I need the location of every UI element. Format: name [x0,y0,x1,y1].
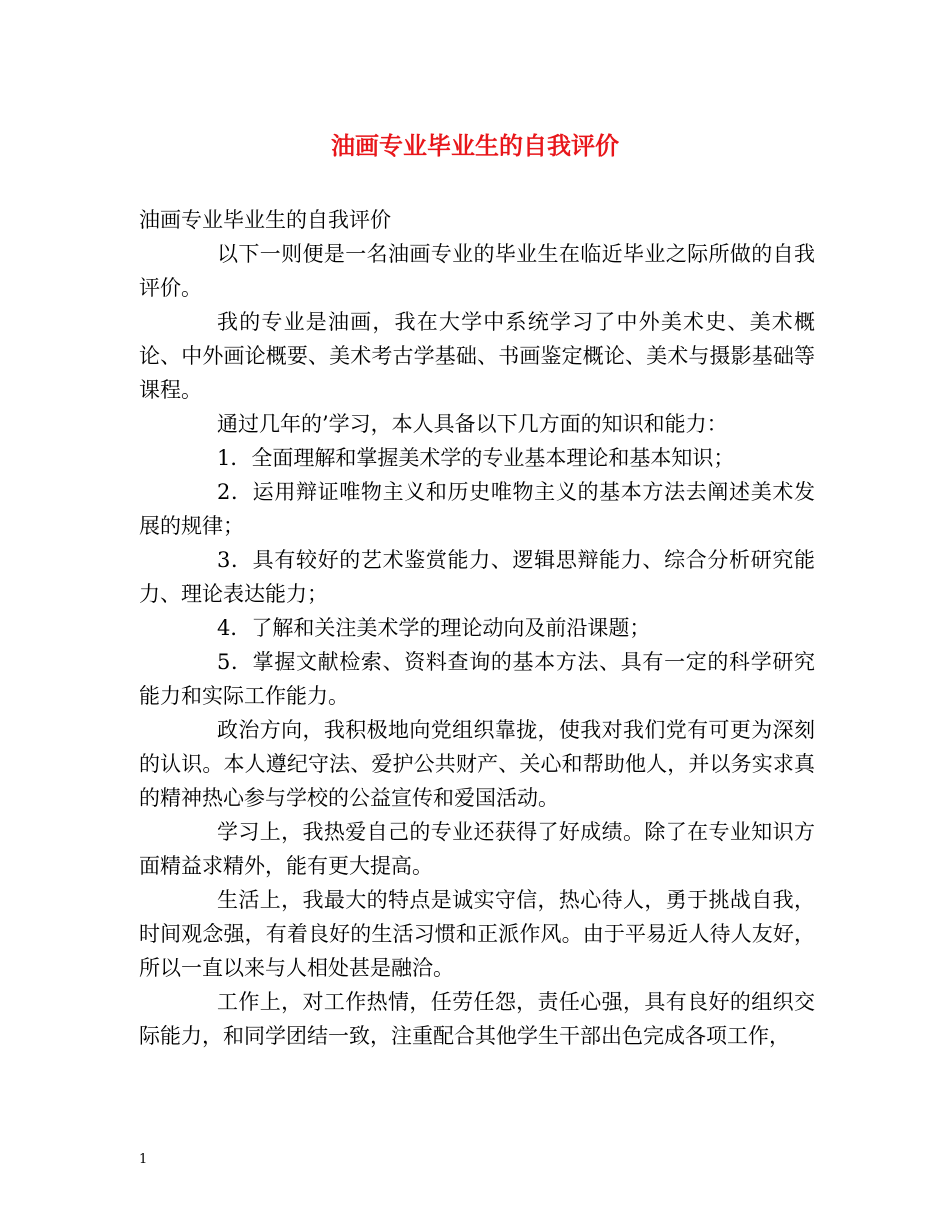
list-item-2: 2．运用辩证唯物主义和历史唯物主义的基本方法去阐述美术发展的规律； [139,480,815,538]
paragraph-politics: 政治方向，我积极地向党组织靠拢，使我对我们党有可更为深刻的认识。本人遵纪守法、爱护公共财产、关心和帮助他人，并以务实求真的精神热心参与学校的公益宣传和爱国活动。 [139,718,815,810]
list-item-5: 5．掌握文献检索、资料查询的基本方法、具有一定的科学研究能力和实际工作能力。 [139,650,815,708]
body-heading: 油画专业毕业生的自我评价 [139,208,391,232]
list-item-1: 1．全面理解和掌握美术学的专业基本理论和基本知识； [217,446,735,470]
document-title: 油画专业毕业生的自我评价 [331,131,619,160]
page-number: 1 [139,1152,148,1167]
paragraph-major: 我的专业是油画，我在大学中系统学习了中外美术史、美术概论、中外画论概要、美术考古学基础、书画鉴定概论、美术与摄影基础等课程。 [139,310,815,402]
paragraph-work: 工作上，对工作热情，任劳任怨，责任心强，具有良好的组织交际能力，和同学团结一致，注重配合其他学生干部出色完成各项工作， [139,990,815,1048]
paragraph-life: 生活上，我最大的特点是诚实守信，热心待人，勇于挑战自我，时间观念强，有着良好的生活习惯和正派作风。由于平易近人待人友好，所以一直以来与人相处甚是融洽。 [139,888,815,980]
paragraph-abilities-lead: 通过几年的’学习，本人具备以下几方面的知识和能力： [217,412,728,436]
paragraph-intro: 以下一则便是一名油画专业的毕业生在临近毕业之际所做的自我评价。 [139,242,815,300]
document-body [139,203,815,1053]
list-item-4: 4．了解和关注美术学的理论动向及前沿课题； [217,616,651,640]
paragraph-study: 学习上，我热爱自己的专业还获得了好成绩。除了在专业知识方面精益求精外，能有更大提高。 [139,820,815,878]
list-item-3: 3．具有较好的艺术鉴赏能力、逻辑思辩能力、综合分析研究能力、理论表达能力； [139,548,815,606]
